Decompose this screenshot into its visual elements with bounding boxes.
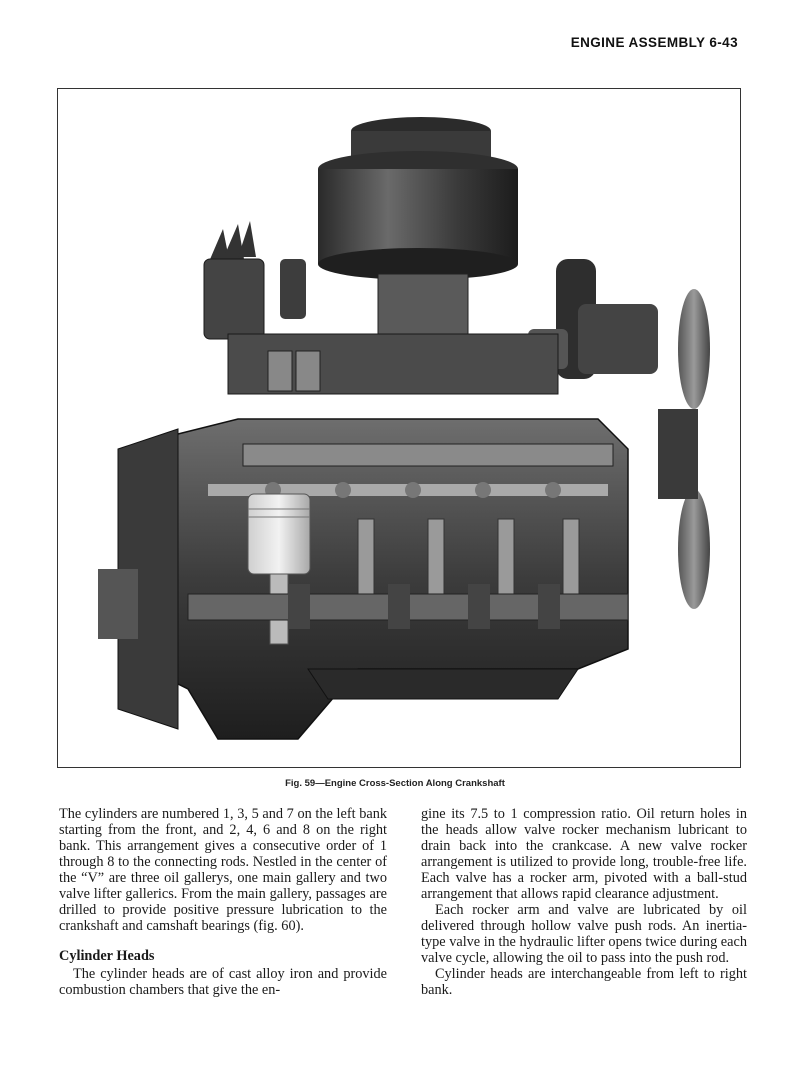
oil-pan bbox=[308, 669, 578, 699]
fan-blades bbox=[658, 289, 710, 609]
section-heading-cylinder-heads: Cylinder Heads bbox=[59, 948, 155, 964]
running-header: ENGINE ASSEMBLY 6-43 bbox=[570, 35, 738, 50]
engine-cross-section-illustration bbox=[58, 89, 741, 768]
intake-manifold bbox=[228, 334, 558, 394]
flywheel-housing bbox=[98, 429, 178, 729]
distributor bbox=[204, 221, 306, 339]
text-column-left bbox=[59, 806, 387, 998]
engine-illustration-frame bbox=[57, 88, 741, 768]
paragraph: Each rocker arm and valve are lubricated by oil delivered through hollow valve push rods. An inertia-type valve in the hydraulic lifter opens twice during each valve cycle, allowing the oil to pass into the push rod. bbox=[421, 902, 747, 966]
text-column-right bbox=[421, 806, 747, 998]
figure-caption: Fig. 59—Engine Cross-Section Along Crankshaft bbox=[285, 778, 505, 789]
paragraph: Cylinder heads are interchangeable from left to right bank. bbox=[421, 966, 747, 998]
carburetor bbox=[378, 274, 468, 334]
air-cleaner bbox=[318, 117, 518, 280]
paragraph: The cylinder heads are of cast alloy iron and provide combustion chambers that give the en- bbox=[59, 966, 387, 998]
paragraph: The cylinders are numbered 1, 3, 5 and 7 on the left bank starting from the front, and 2, 4, 6 and 8 on the right bank. This arrangement gives a consecutive order of 1 through 8 to the connecting rods. Nestled in the center of the “V” are three oil gallerys, one main gallery and two valve lifter gallerics. From the main gallery, passages are drilled to provide positive pressure lubrication to the crankshaft and camshaft bearings (fig. 60). bbox=[59, 806, 387, 934]
paragraph: gine its 7.5 to 1 compression ratio. Oil return holes in the heads allow valve rocker mechanism lubricant to drain back into the crankcase. A new valve rocker arrangement is utilized to provide long, trouble-free life. Each valve has a rocker arm, pivoted with a ball-stud arrangement that allows rapid clearance adjustment. bbox=[421, 806, 747, 902]
